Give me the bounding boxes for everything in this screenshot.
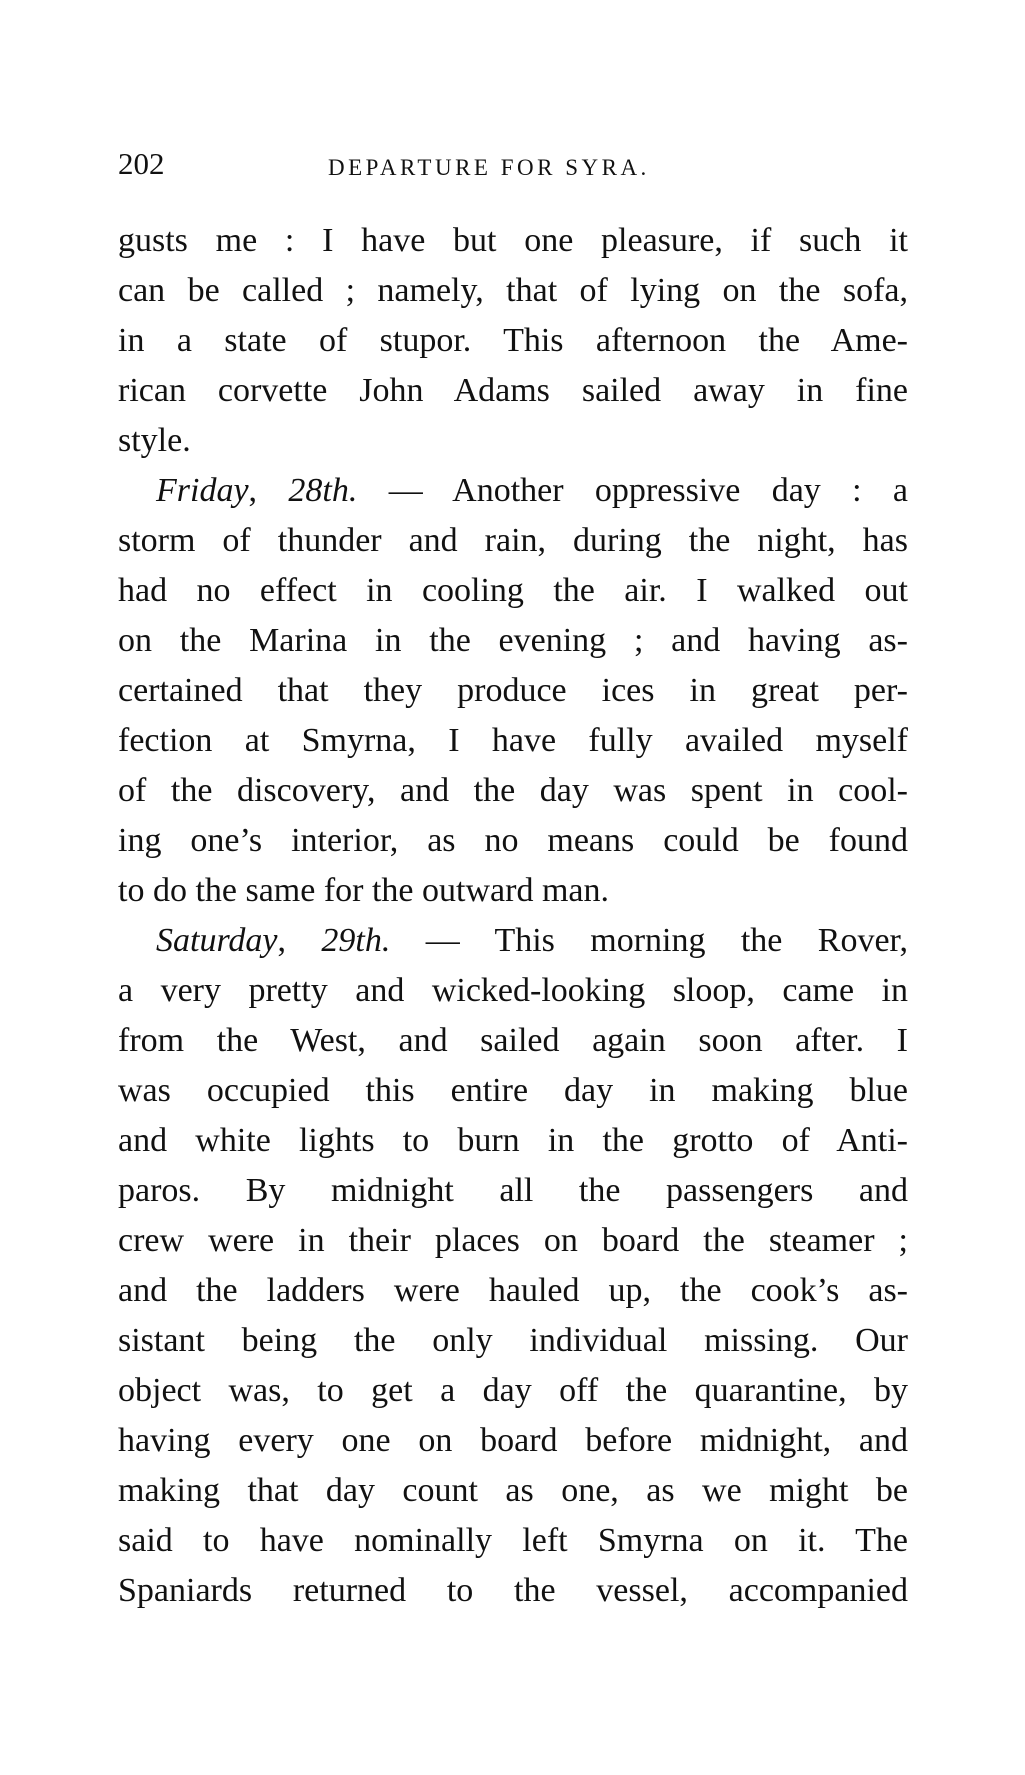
text-line: Spaniards returned to the vessel, accompanied <box>118 1572 908 1609</box>
text-line: in a state of stupor. This afternoon the Ame- <box>118 322 908 359</box>
text-line: was occupied this entire day in making blue <box>118 1072 908 1109</box>
text-line: paros. By midnight all the passengers and <box>118 1172 908 1209</box>
running-head: DEPARTURE FOR SYRA. <box>328 155 650 180</box>
body-text <box>118 216 908 1616</box>
date-label: 28th. <box>288 472 358 509</box>
text-line: and the ladders were hauled up, the cook’s as- <box>118 1272 908 1309</box>
weekday-label: Saturday <box>156 922 278 959</box>
text-line: sistant being the only individual missing. Our <box>118 1322 908 1359</box>
text-line: of the discovery, and the day was spent in cool- <box>118 772 908 809</box>
text-line: from the West, and sailed again soon after. I <box>118 1022 908 1059</box>
date-label: 29th. <box>321 922 391 959</box>
text-line: style. <box>118 422 191 459</box>
text-line: a very pretty and wicked-looking sloop, came in <box>118 972 908 1009</box>
weekday-label: Friday <box>156 472 249 509</box>
text-line: had no effect in cooling the air. I walked out <box>118 572 908 609</box>
page-number: 202 <box>118 146 165 181</box>
text-line-dated: Saturday, 29th. — This morning the Rover, <box>156 922 908 959</box>
text-line: on the Marina in the evening ; and having as- <box>118 622 908 659</box>
text-line-dated: Friday, 28th. — Another oppressive day : a <box>156 472 909 509</box>
text-line: certained that they produce ices in great per- <box>118 672 908 709</box>
text-line: said to have nominally left Smyrna on it. The <box>118 1522 908 1559</box>
text-line: ing one’s interior, as no means could be found <box>118 822 908 859</box>
text-line: fection at Smyrna, I have fully availed myself <box>118 722 908 759</box>
text-line: can be called ; namely, that of lying on the sofa, <box>118 272 908 309</box>
page-header <box>118 144 908 184</box>
text-line: making that day count as one, as we might be <box>118 1472 908 1509</box>
text-line: gusts me : I have but one pleasure, if such it <box>118 222 908 259</box>
text-line: storm of thunder and rain, during the night, has <box>118 522 908 559</box>
text-line: crew were in their places on board the steamer ; <box>118 1222 908 1259</box>
text-line: and white lights to burn in the grotto of Anti- <box>118 1122 908 1159</box>
text-line: having every one on board before midnight, and <box>118 1422 908 1459</box>
text-line: to do the same for the outward man. <box>118 872 609 909</box>
text-line: object was, to get a day off the quarantine, by <box>118 1372 908 1409</box>
text-line: rican corvette John Adams sailed away in fine <box>118 372 908 409</box>
